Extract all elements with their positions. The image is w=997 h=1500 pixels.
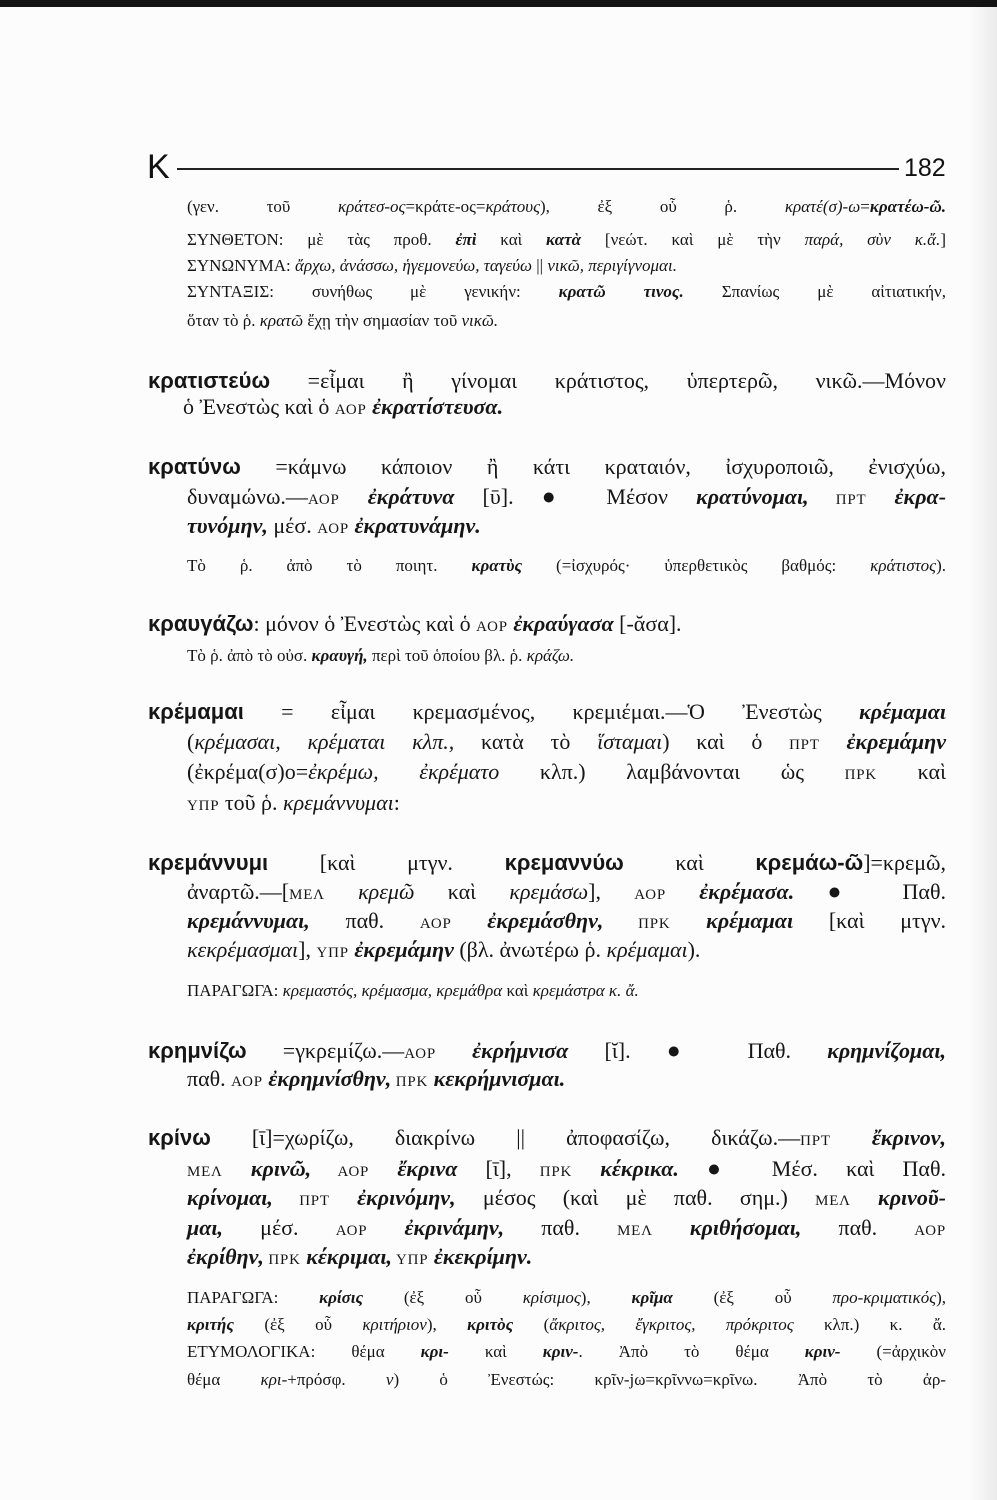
bold-italic-form: ἐκρεμάμην (348, 937, 454, 962)
italic-run: κράτιστος (870, 556, 937, 575)
grammar-abbreviation: ΑΟΡ (419, 916, 452, 932)
text-line (183, 393, 503, 424)
headword: κρίνω (148, 1125, 211, 1150)
bold-italic-form: ἐκρινόμην, (329, 1185, 456, 1210)
page-number: 182 (904, 154, 946, 182)
text-line (187, 645, 574, 667)
text-line (187, 1369, 946, 1391)
grammar-abbreviation: ΑΟΡ (476, 619, 508, 635)
bold-italic-form: κεκρήμνισμαι. (428, 1066, 566, 1091)
bold-italic-form: μαι, (187, 1215, 224, 1240)
text-line (187, 512, 481, 543)
bold-italic-form: ἐκρίθην, (187, 1244, 264, 1269)
headword: κρημνίζω (148, 1038, 247, 1063)
text-run: Παθ. (711, 1038, 828, 1063)
text-run: Παθ. (869, 879, 946, 904)
grammar-abbreviation: ΑΟΡ (317, 521, 349, 537)
bold-italic-form: ἐκρατυνάμην. (349, 513, 481, 538)
bold-italic-form: κρίσις (319, 1288, 364, 1307)
bold-italic-form: κριτής (187, 1315, 234, 1334)
text-run: (βλ. ἀνωτέρω ῥ. (453, 937, 607, 962)
bold-italic-form: κριτὸς (467, 1315, 514, 1334)
italic-run: κεκρέμασμαι (187, 937, 299, 962)
italic-run: κράτεσ-ος (337, 197, 406, 216)
text-run: ) καὶ ὁ (662, 729, 790, 754)
bold-italic-form: κρέμαμαι (670, 908, 794, 933)
text-line (187, 728, 946, 759)
bold-italic-form: κατὰ (546, 230, 582, 249)
grammar-abbreviation: ΥΠΡ (392, 1252, 429, 1268)
text-run: ), ἐξ οὗ ῥ. (539, 197, 785, 216)
italic-run: κριτήριον (362, 1315, 427, 1334)
italic-run: παρά, σὺν κ.ἄ. (804, 230, 941, 249)
italic-run: ἐκρέμω, ἐκρέματο (308, 759, 500, 784)
text-run: ] (940, 230, 946, 249)
grammar-abbreviation: ΜΕΛ (815, 1193, 851, 1209)
grammar-abbreviation: ΜΕΛ (617, 1223, 653, 1239)
italic-run: κρέμαμαι (606, 937, 688, 962)
text-run: (ἐξ οὗ (363, 1288, 523, 1307)
text-run: τοῦ ῥ. (219, 790, 284, 815)
text-run: ΕΤΥΜΟΛΟΓΙΚΑ: θέμα (187, 1342, 421, 1361)
text-run: = εἶμαι κρεμασμένος, κρεμιέμαι.—Ὁ Ἐνεστὼς (243, 699, 860, 724)
italic-run: κρεμαστός, κρέμασμα, κρεμάθρα (282, 981, 503, 1000)
text-run: ), (580, 1288, 632, 1307)
text-run: καὶ (623, 850, 756, 875)
grammar-abbreviation: ΜΕΛ (289, 887, 325, 903)
text-run: [καὶ μτγν. (793, 908, 947, 933)
bold-italic-form: κρέμαμαι (859, 699, 946, 724)
bold-italic-form: κρεμάννυμαι, (187, 908, 310, 933)
text-run: ]=κρεμῶ, (863, 850, 947, 875)
text-line (187, 310, 498, 332)
text-line (187, 1243, 532, 1274)
text-run: ἔχῃ τὴν σημασίαν τοῦ (303, 311, 462, 330)
grammar-abbreviation: ΠΡΚ (263, 1252, 301, 1268)
grammar-abbreviation: ΠΡΤ (789, 737, 820, 753)
text-run: παθ. (309, 908, 420, 933)
bold-italic-form: κρίνομαι, (187, 1185, 273, 1210)
text-run: : μόνον ὁ Ἐνεστὼς καὶ ὁ (253, 611, 477, 636)
text-line (148, 849, 946, 877)
headword: κραυγάζω (148, 611, 254, 636)
bold-italic-form: ἐκεκρίμην. (428, 1244, 533, 1269)
text-run: [ῑ], (457, 1156, 540, 1181)
bold-italic-form: κρινῶ, (222, 1156, 312, 1181)
bold-italic-form: κρῖμα (631, 1288, 673, 1307)
text-run: Τὸ ῥ. ἀπὸ τὸ ποιητ. (187, 556, 472, 575)
text-line (187, 555, 946, 577)
text-run: ], (298, 937, 317, 962)
grammar-abbreviation: ΑΟΡ (404, 1046, 436, 1062)
text-run: ἀναρτῶ.—[ (187, 879, 290, 904)
italic-run: κρατέ(σ)-ω (784, 197, 861, 216)
italic-run: ἄκριτος, ἔγκριτος, πρόκριτος (549, 1315, 794, 1334)
italic-run: κρεμάννυμαι (283, 790, 394, 815)
text-run: ). (687, 937, 701, 962)
text-line (187, 789, 400, 820)
text-line (187, 1214, 946, 1245)
text-run: ὅταν τὸ ῥ. (187, 311, 260, 330)
text-run: (=ἀρχικὸν (840, 1342, 946, 1361)
bold-italic-form: ἐκρημνίσθην, (262, 1066, 392, 1091)
text-run: Μέσον (578, 484, 697, 509)
text-line (187, 281, 946, 303)
bold-italic-form: ἐκρατίστευσα. (366, 394, 504, 419)
bold-italic-form: ἐκρήμνισα (435, 1038, 569, 1063)
bold-italic-form: κρατὺς (471, 556, 523, 575)
text-run: δυναμώνω.— (187, 484, 308, 509)
text-run: παθ. (504, 1215, 618, 1240)
italic-run: κρεμάσω (509, 879, 589, 904)
headword: κρέμαμαι (148, 699, 244, 724)
bold-italic-form: ἐκρεμάσθην, (451, 908, 604, 933)
bold-italic-form: ἐπὶ (455, 230, 477, 249)
text-run: ΣΥΝΩΝΥΜΑ: (187, 256, 296, 275)
grammar-abbreviation: ΑΟΡ (311, 1164, 370, 1180)
grammar-abbreviation: ΥΠΡ (187, 798, 220, 814)
text-run: παθ. (801, 1215, 915, 1240)
text-run: =γκρεμίζω.— (246, 1038, 405, 1063)
text-run: (ἐκρέμα(σ)ο= (187, 759, 309, 784)
text-run: [καὶ μτγν. (268, 850, 505, 875)
text-line (148, 1124, 946, 1155)
text-run: μέσ. (267, 513, 318, 538)
text-line (187, 1314, 946, 1336)
grammar-abbreviation: ΑΟΡ (307, 492, 340, 508)
text-run: [ῑ]=χωρίζω, διακρίνω || ἀποφασίζω, δικάζω.— (210, 1125, 801, 1150)
header-rule (177, 168, 899, 170)
bold-italic-form: κριθήσομαι, (652, 1215, 802, 1240)
text-run: καὶ (414, 879, 510, 904)
text-line (148, 698, 946, 726)
text-line (148, 1036, 946, 1068)
text-run: καὶ (448, 1342, 543, 1361)
text-run: μέσ. (223, 1215, 336, 1240)
text-line (187, 482, 946, 514)
text-run: θέμα (187, 1370, 261, 1389)
text-run: ὁ Ἐνεστὼς καὶ ὁ (183, 394, 335, 419)
text-line (148, 453, 946, 481)
text-line (187, 1184, 946, 1215)
text-run: κλπ.) λαμβάνονται ὡς (499, 759, 845, 784)
italic-run: προ-κριματικός (832, 1288, 937, 1307)
bold-italic-form: κέκρικα. (572, 1156, 708, 1181)
text-run: (=ἰσχυρός· ὑπερθετικὸς βαθμός: (522, 556, 871, 575)
bullet-icon: ● (541, 483, 579, 509)
text-run: ) ὁ Ἐνεστώς: κρῖν-jω=κρῖννω=κρῖνω. Ἀπὸ τὸ ἀρ- (393, 1370, 946, 1389)
text-line (187, 980, 639, 1002)
text-line (187, 907, 946, 938)
text-run: [ῡ]. (454, 484, 542, 509)
bold-italic-form: ἐκρινάμην, (367, 1215, 505, 1240)
grammar-abbreviation: ΠΡΚ (603, 916, 671, 932)
bold-italic-form: κρατῶ τινος. (558, 282, 684, 301)
grammar-abbreviation: ΑΟΡ (914, 1223, 946, 1239)
bold-italic-form: κρημνίζομαι, (827, 1038, 946, 1063)
text-line (187, 758, 946, 789)
text-run: ), (426, 1315, 468, 1334)
text-run: Μέσ. καὶ Παθ. (743, 1156, 946, 1181)
grammar-abbreviation: ΑΟΡ (334, 402, 367, 418)
text-run: . Ἀπὸ τὸ θέμα (578, 1342, 805, 1361)
grammar-abbreviation: ΑΟΡ (634, 887, 666, 903)
text-run: ΣΥΝΘΕΤΟΝ: μὲ τὰς προθ. (187, 230, 456, 249)
text-run: (ἐξ οὗ (233, 1315, 363, 1334)
grammar-abbreviation: ΜΕΛ (187, 1164, 223, 1180)
italic-run: ν (385, 1370, 394, 1389)
text-run: : (393, 790, 400, 815)
text-run: ΣΥΝΤΑΞΙΣ: συνήθως μὲ γενικήν: (187, 282, 559, 301)
headword: κρεμαννύω (504, 850, 624, 875)
italic-run: νικῶ, περιγίγνομαι. (547, 256, 677, 275)
text-line (148, 367, 946, 395)
text-run: καὶ (502, 981, 533, 1000)
italic-run: κρεμάστρα κ. ἄ. (532, 981, 639, 1000)
text-run: κλπ.) κ. ἄ. (793, 1315, 946, 1334)
text-run: ΠΑΡΑΓΩΓΑ: (187, 1288, 320, 1307)
text-run: [-ᾰσα]. (613, 611, 682, 636)
italic-run: νικῶ. (461, 311, 499, 330)
text-run: [νεώτ. καὶ μὲ τὴν (581, 230, 805, 249)
headword: κρεμάννυμι (148, 850, 269, 875)
headword: κρεμάω-ῶ (755, 850, 864, 875)
bold-italic-form: κρατέω-ῶ. (869, 197, 946, 216)
text-run: μέσος (καὶ μὲ παθ. σημ.) (455, 1185, 816, 1210)
italic-run: ἄρχω, ἀνάσσω, ἡγεμονεύω, ταγεύω (295, 256, 533, 275)
grammar-abbreviation: ΑΟΡ (335, 1223, 368, 1239)
text-run: = (860, 197, 870, 216)
bold-italic-form: ἐκραύγασα (507, 611, 614, 636)
text-line (187, 229, 946, 251)
bold-italic-form: ἔκρινα (369, 1156, 458, 1181)
text-run: [ῐ]. (568, 1038, 667, 1063)
text-line (187, 1154, 946, 1186)
text-run: ( (187, 729, 195, 754)
italic-run: ἵσταμαι (597, 729, 663, 754)
grammar-abbreviation: ΥΠΡ (316, 945, 349, 961)
italic-run: κρεμῶ (324, 879, 415, 904)
bold-italic-form: κρι- (420, 1342, 449, 1361)
text-run: παθ. (187, 1066, 232, 1091)
bold-italic-form: κέκριμαι, (300, 1244, 393, 1269)
bold-italic-form: ἐκρέμασα. (665, 879, 828, 904)
bold-italic-form: κριν- (804, 1342, 841, 1361)
text-run: +πρόσφ. (287, 1370, 386, 1389)
italic-run: κρίσιμος (522, 1288, 581, 1307)
grammar-abbreviation: ΠΡΚ (844, 767, 877, 783)
text-run: καὶ (476, 230, 547, 249)
text-run: ΠΑΡΑΓΩΓΑ: (187, 981, 283, 1000)
italic-run: κρι- (260, 1370, 288, 1389)
text-line (187, 877, 946, 909)
text-run: (ἐξ οὗ (672, 1288, 833, 1307)
text-run: καὶ (876, 759, 946, 784)
italic-run: κράτους (485, 197, 540, 216)
text-run: ). (936, 556, 946, 575)
bold-italic-form: ἐκρα- (866, 484, 947, 509)
grammar-abbreviation: ΠΡΚ (539, 1164, 573, 1180)
scan-edge-shadow (969, 0, 997, 1500)
headword: κρατύνω (148, 454, 241, 479)
text-run: περὶ τοῦ ὁποίου βλ. ῥ. (367, 646, 527, 665)
bullet-icon: ● (707, 1155, 744, 1181)
bold-italic-form: κρινοῦ- (850, 1185, 947, 1210)
italic-run: κράζω. (526, 646, 575, 665)
text-run: || (532, 256, 548, 275)
text-run: ( (513, 1315, 550, 1334)
text-line (187, 1287, 946, 1309)
text-run: ), (936, 1288, 947, 1307)
bullet-icon: ● (666, 1037, 712, 1063)
text-line (187, 255, 677, 277)
text-run: ], (588, 879, 635, 904)
text-line (187, 1065, 565, 1096)
grammar-abbreviation: ΠΡΤ (272, 1193, 330, 1209)
bold-italic-form: κρατύνομαι, (696, 484, 809, 509)
text-run: Τὸ ῥ. ἀπὸ τὸ οὐσ. (187, 646, 312, 665)
text-line (187, 936, 700, 967)
text-run: =κράτε-ος= (405, 197, 486, 216)
text-run: Σπανίως μὲ αἰτιατικήν, (683, 282, 946, 301)
bold-italic-form: κραυγή, (311, 646, 368, 665)
italic-run: κρατῶ (259, 311, 304, 330)
bold-italic-form: τυνόμην, (187, 513, 268, 538)
bold-italic-form: κριν- (542, 1342, 579, 1361)
text-run: =εἶμαι ἢ γίνομαι κράτιστος, ὑπερτερῶ, νικῶ.—Μόνον (270, 368, 946, 393)
scan-top-border (0, 0, 997, 7)
text-run: =κάμνω κάποιον ἢ κάτι κραταιόν, ἰσχυροποιῶ, ἐνισχύω, (240, 454, 946, 479)
text-line (148, 610, 682, 641)
grammar-abbreviation: ΑΟΡ (231, 1074, 263, 1090)
bold-italic-form: ἐκρεμάμην (819, 729, 946, 754)
grammar-abbreviation: ΠΡΤ (800, 1133, 831, 1149)
grammar-abbreviation: ΠΡΤ (808, 492, 867, 508)
text-line (187, 196, 946, 218)
bold-italic-form: ἐκράτυνα (339, 484, 455, 509)
headword: κρατιστεύω (148, 368, 271, 393)
text-run: κατὰ τὸ (454, 729, 598, 754)
text-run: (γεν. τοῦ (187, 197, 338, 216)
grammar-abbreviation: ΠΡΚ (391, 1074, 429, 1090)
bold-italic-form: ἔκρινον, (830, 1125, 946, 1150)
section-letter: Κ (147, 148, 170, 186)
italic-run: κρέμασαι, κρέμαται κλπ., (194, 729, 455, 754)
bullet-icon: ● (827, 878, 870, 904)
text-line (187, 1341, 946, 1363)
